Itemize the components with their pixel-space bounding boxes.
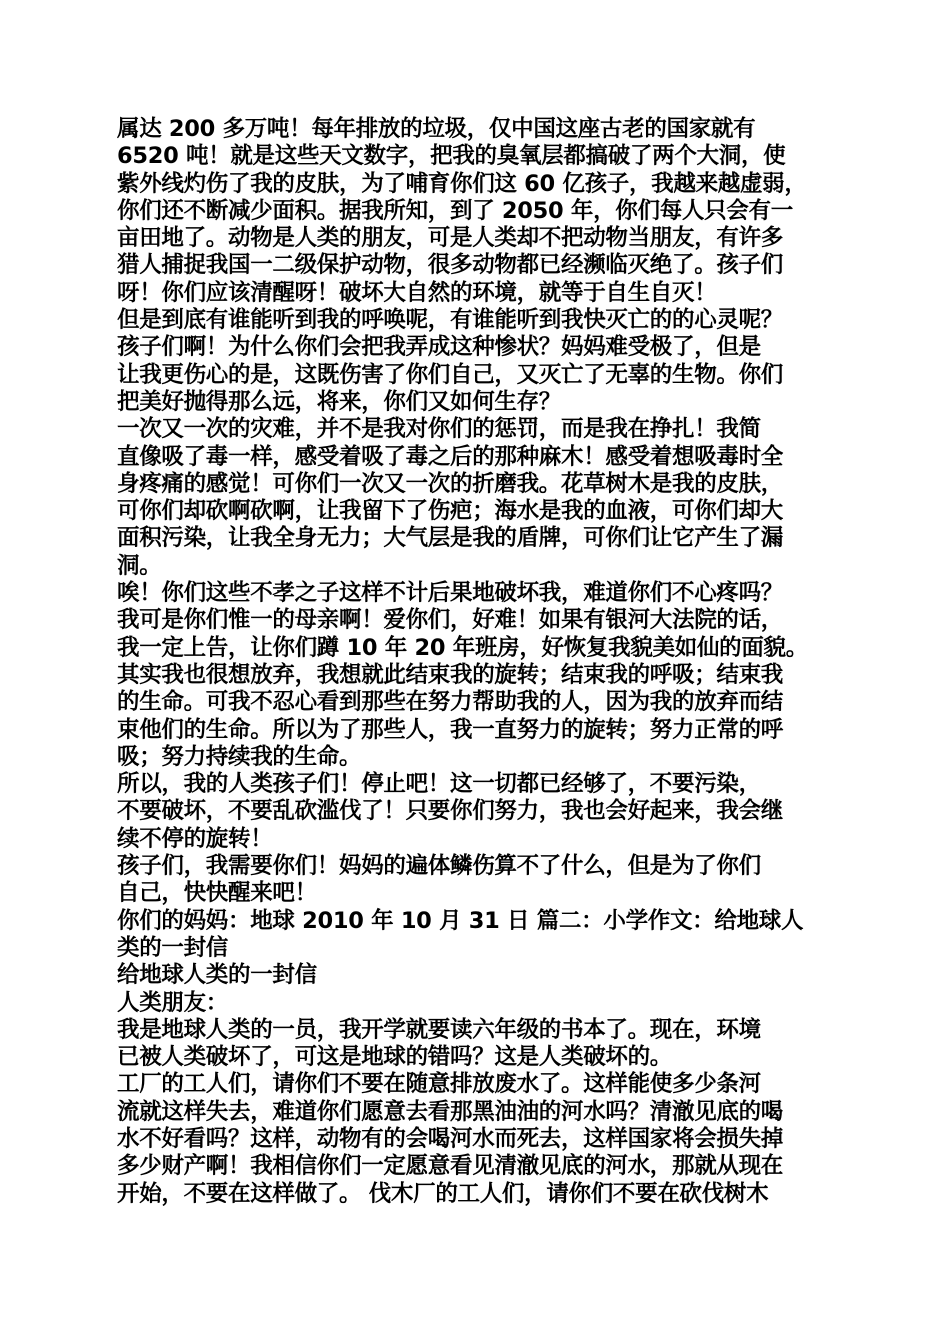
text-line: 开始，不要在这样做了。 伐木厂的工人们，请你们不要在砍伐树木 bbox=[117, 1180, 769, 1207]
text-line: 我是地球人类的一员，我开学就要读六年级的书本了。现在，环境 bbox=[117, 1016, 761, 1043]
text-line: 人类朋友： bbox=[117, 989, 229, 1016]
text-line: 身疼痛的感觉！可你们一次又一次的折磨我。花草树木是我的皮肤， bbox=[117, 470, 784, 497]
text-line: 多少财产啊！我相信你们一定愿意看见清澈见底的河水，那就从现在 bbox=[117, 1153, 784, 1180]
text-line: 洞。 bbox=[117, 552, 162, 579]
text-line: 把美好抛得那么远，将来，你们又如何生存？ bbox=[117, 388, 562, 415]
text-line: 自己，快快醒来吧！ bbox=[117, 880, 317, 907]
text-line: 唉！你们这些不孝之子这样不计后果地破坏我，难道你们不心疼吗？ bbox=[117, 580, 784, 607]
text-line: 直像吸了毒一样，感受着吸了毒之后的那种麻木！感受着想吸毒时全 bbox=[117, 443, 784, 470]
text-line: 面积污染，让我全身无力；大气层是我的盾牌，可你们让它产生了漏 bbox=[117, 525, 784, 552]
text-line: 你们的妈妈：地球 2010 年 10 月 31 日 篇二：小学作文：给地球人 bbox=[117, 907, 804, 934]
text-line: 让我更伤心的是，这既伤害了你们自己，又灭亡了无辜的生物。你们 bbox=[117, 361, 784, 388]
text-line: 我一定上告，让你们蹲 10 年 20 年班房，好恢复我貌美如仙的面貌。 bbox=[117, 634, 808, 661]
text-line: 其实我也很想放弃，我想就此结束我的旋转；结束我的呼吸；结束我 bbox=[117, 661, 784, 688]
text-line: 不要破坏，不要乱砍滥伐了！只要你们努力，我也会好起来，我会继 bbox=[117, 798, 784, 825]
text-line: 我可是你们惟一的母亲啊！爱你们，好难！如果有银河大法院的话， bbox=[117, 607, 784, 634]
text-line: 猎人捕捉我国一二级保护动物，很多动物都已经濒临灭绝了。孩子们 bbox=[117, 252, 784, 279]
text-line: 可你们却砍啊砍啊，让我留下了伤疤；海水是我的血液，可你们却大 bbox=[117, 498, 784, 525]
text-line: 吸；努力持续我的生命。 bbox=[117, 743, 362, 770]
text-line: 孩子们啊！为什么你们会把我弄成这种惨状？妈妈难受极了，但是 bbox=[117, 334, 761, 361]
text-line: 紫外线灼伤了我的皮肤，为了哺育你们这 60 亿孩子，我越来越虚弱， bbox=[117, 170, 807, 197]
text-line: 续不停的旋转！ bbox=[117, 825, 273, 852]
text-line: 类的一封信 bbox=[117, 934, 229, 961]
text-line: 一次又一次的灾难，并不是我对你们的惩罚，而是我在挣扎！我简 bbox=[117, 416, 761, 443]
text-line: 水不好看吗？这样，动物有的会喝河水而死去，这样国家将会损失掉 bbox=[117, 1125, 784, 1152]
text-line: 给地球人类的一封信 bbox=[117, 962, 317, 989]
text-line: 孩子们，我需要你们！妈妈的遍体鳞伤算不了什么，但是为了你们 bbox=[117, 853, 761, 880]
text-line: 的生命。可我不忍心看到那些在努力帮助我的人，因为我的放弃而结 bbox=[117, 689, 784, 716]
text-line: 所以，我的人类孩子们！停止吧！这一切都已经够了，不要污染， bbox=[117, 771, 761, 798]
text-line: 流就这样失去，难道你们愿意去看那黑油油的河水吗？清澈见底的喝 bbox=[117, 1098, 784, 1125]
text-line: 已被人类破坏了，可这是地球的错吗？这是人类破坏的。 bbox=[117, 1044, 673, 1071]
text-line: 亩田地了。动物是人类的朋友，可是人类却不把动物当朋友，有许多 bbox=[117, 225, 784, 252]
text-line: 6520 吨！就是这些天文数字，把我的臭氧层都搞破了两个大洞，使 bbox=[117, 143, 786, 170]
text-line: 你们还不断减少面积。据我所知，到了 2050 年，你们每人只会有一 bbox=[117, 197, 793, 224]
document-body bbox=[117, 116, 839, 1208]
text-line: 束他们的生命。所以为了那些人，我一直努力的旋转；努力正常的呼 bbox=[117, 716, 784, 743]
text-line: 属达 200 多万吨！每年排放的垃圾，仅中国这座古老的国家就有 bbox=[117, 116, 756, 142]
text-line: 呀！你们应该清醒呀！破坏大自然的环境，就等于自生自灭！ bbox=[117, 279, 717, 306]
text-line: 但是到底有谁能听到我的呼唤呢，有谁能听到我快灭亡的的心灵呢？ bbox=[117, 307, 784, 334]
text-line: 工厂的工人们，请你们不要在随意排放废水了。这样能使多少条河 bbox=[117, 1071, 761, 1098]
